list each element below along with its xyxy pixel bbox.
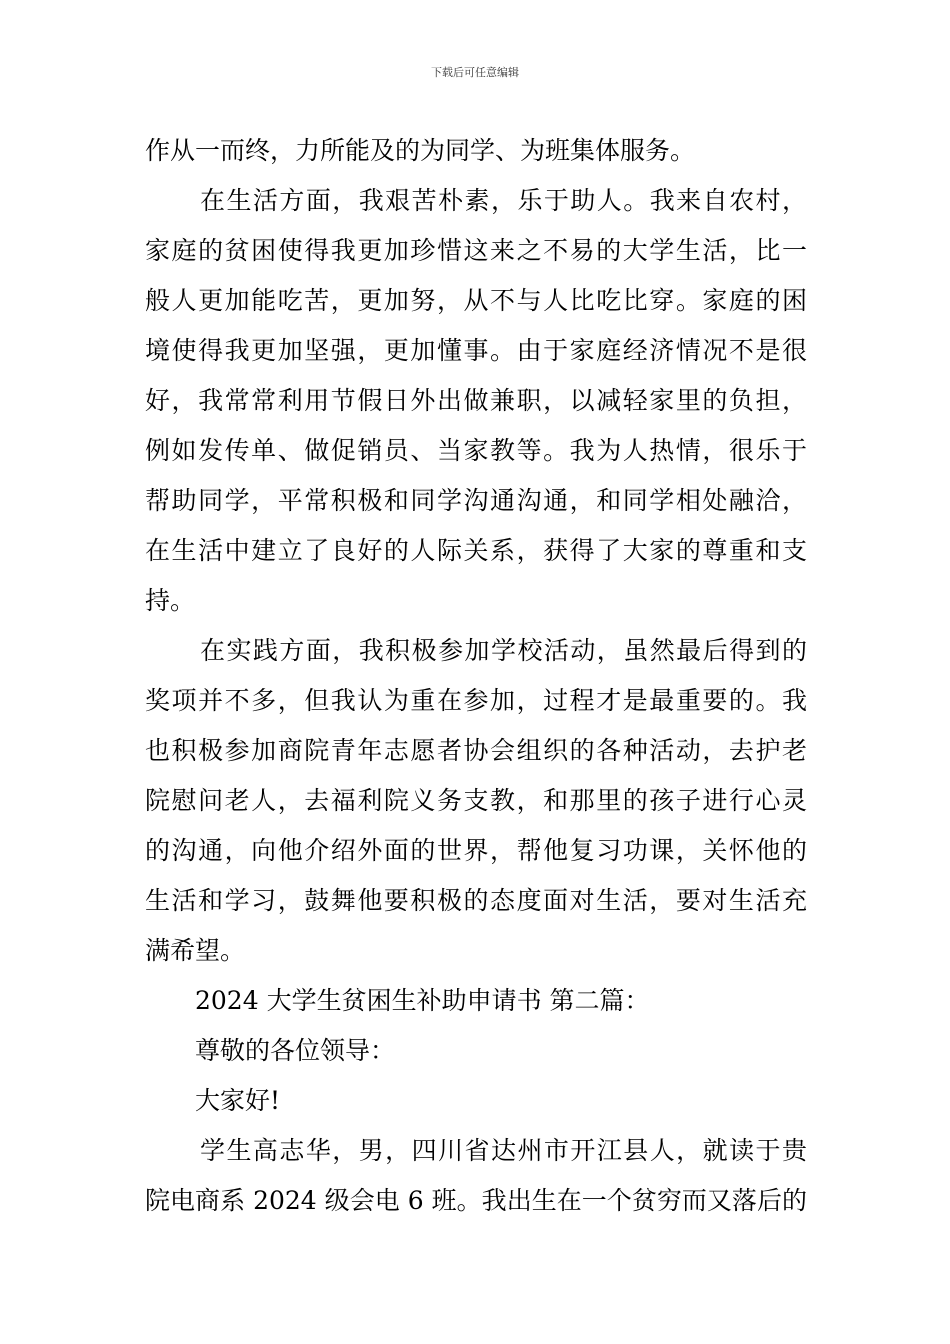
text-line: 院电商系 2024 级会电 6 班。我出生在一个贫穷而又落后的 — [145, 1186, 807, 1215]
text-line: 生活和学习，鼓舞他要积极的态度面对生活，要对生活充 — [145, 886, 807, 915]
text-line: 持。 — [145, 586, 196, 615]
salutation: 尊敬的各位领导： — [195, 1036, 396, 1065]
section-title: 2024 大学生贫困生补助申请书 第二篇： — [195, 986, 650, 1015]
text-line: 在生活中建立了良好的人际关系，获得了大家的尊重和支 — [145, 536, 807, 565]
document-body — [145, 126, 807, 1226]
text-line: 境使得我更加坚强，更加懂事。由于家庭经济情况不是很 — [145, 336, 807, 365]
text-line: 作从一而终，力所能及的为同学、为班集体服务。 — [145, 136, 696, 165]
text-line: 也积极参加商院青年志愿者协会组织的各种活动，去护老 — [145, 736, 807, 765]
paragraph-start-line: 在生活方面，我艰苦朴素，乐于助人。我来自农村， — [200, 186, 807, 215]
page-header-note: 下载后可任意编辑 — [431, 66, 519, 79]
text-line: 奖项并不多，但我认为重在参加，过程才是最重要的。我 — [145, 686, 807, 715]
text-line: 家庭的贫困使得我更加珍惜这来之不易的大学生活，比一 — [145, 236, 807, 265]
text-line: 好，我常常利用节假日外出做兼职，以减轻家里的负担， — [145, 386, 807, 415]
text-line: 的沟通，向他介绍外面的世界，帮他复习功课，关怀他的 — [145, 836, 807, 865]
greeting: 大家好! — [195, 1086, 281, 1115]
paragraph-start-line: 学生高志华，男，四川省达州市开江县人，就读于贵 — [200, 1136, 807, 1165]
text-line: 例如发传单、做促销员、当家教等。我为人热情，很乐于 — [145, 436, 807, 465]
text-line: 帮助同学，平常积极和同学沟通沟通，和同学相处融洽， — [145, 486, 807, 515]
text-line: 院慰问老人，去福利院义务支教，和那里的孩子进行心灵 — [145, 786, 807, 815]
paragraph-start-line: 在实践方面，我积极参加学校活动，虽然最后得到的 — [200, 636, 807, 665]
text-line: 般人更加能吃苦，更加努，从不与人比吃比穿。家庭的困 — [145, 286, 807, 315]
text-line: 满希望。 — [145, 936, 246, 965]
